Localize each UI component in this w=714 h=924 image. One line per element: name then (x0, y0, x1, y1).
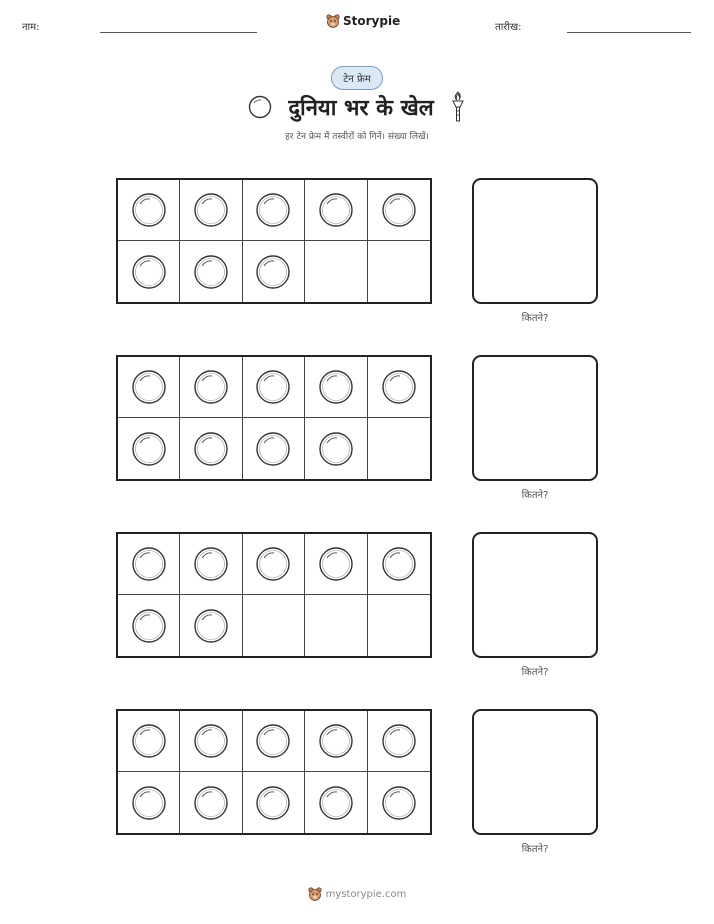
ball-icon (193, 431, 229, 467)
ball-icon (193, 192, 229, 228)
ball-icon (131, 431, 167, 467)
brand-name: Storypie (343, 14, 401, 28)
ten-frame (116, 355, 432, 481)
ball-icon (381, 192, 417, 228)
ball-icon (193, 785, 229, 821)
frame-cell (243, 418, 305, 479)
frame-cell (243, 772, 305, 833)
frame-cell (180, 180, 242, 241)
bear-logo-icon (326, 13, 340, 29)
ball-icon (131, 192, 167, 228)
ten-frame (116, 709, 432, 835)
frame-cell (180, 418, 242, 479)
frame-cell (305, 357, 367, 418)
frame-cell (368, 772, 430, 833)
ball-icon (131, 369, 167, 405)
frame-cell (305, 711, 367, 772)
frame-cell (305, 241, 367, 302)
answer-box[interactable] (472, 178, 598, 304)
frame-cell (118, 357, 180, 418)
frame-cell (305, 180, 367, 241)
frame-cell (118, 711, 180, 772)
ball-icon (193, 546, 229, 582)
ball-icon (255, 431, 291, 467)
answer-label: कितने? (521, 667, 549, 678)
name-line[interactable] (100, 32, 257, 33)
frame-cell (180, 534, 242, 595)
frame-cell (368, 711, 430, 772)
ball-icon (381, 546, 417, 582)
ball-icon (131, 608, 167, 644)
frame-cell (118, 534, 180, 595)
ball-icon (131, 546, 167, 582)
ball-icon (255, 546, 291, 582)
frame-cell (118, 180, 180, 241)
instructions: हर टेन फ्रेम में तस्वीरों को गिनें। संख्या लिखें। (285, 132, 429, 142)
frame-cell (368, 180, 430, 241)
answer-box[interactable] (472, 709, 598, 835)
frame-cell (368, 534, 430, 595)
frame-cell (180, 357, 242, 418)
ten-frame (116, 532, 432, 658)
frame-cell (118, 595, 180, 656)
frame-cell (305, 418, 367, 479)
frame-cell (305, 595, 367, 656)
frame-cell (243, 711, 305, 772)
ball-icon (193, 369, 229, 405)
frame-cell (305, 534, 367, 595)
frame-cell (180, 711, 242, 772)
ball-icon (131, 254, 167, 290)
ball-icon (255, 723, 291, 759)
ten-frame (116, 178, 432, 304)
ball-icon (318, 546, 354, 582)
bear-logo-icon (308, 886, 322, 902)
ball-icon (193, 254, 229, 290)
page-title: दुनिया भर के खेल (288, 96, 434, 121)
frame-cell (243, 595, 305, 656)
frame-cell (118, 418, 180, 479)
ball-icon (318, 431, 354, 467)
date-line[interactable] (567, 32, 691, 33)
frame-cell (180, 595, 242, 656)
frame-cell (180, 241, 242, 302)
date-label: तारीख: (495, 22, 522, 33)
ball-icon (318, 369, 354, 405)
name-label: नाम: (22, 22, 40, 33)
footer-url: mystorypie.com (325, 888, 407, 900)
answer-box[interactable] (472, 532, 598, 658)
ball-icon (255, 785, 291, 821)
frame-cell (305, 772, 367, 833)
topic-tag: टेन फ्रेम (331, 66, 383, 90)
ball-icon (193, 723, 229, 759)
answer-label: कितने? (521, 490, 549, 501)
ball-icon (193, 608, 229, 644)
title-row (0, 90, 714, 124)
answer-label: कितने? (521, 844, 549, 855)
ball-icon (255, 192, 291, 228)
answer-box[interactable] (472, 355, 598, 481)
frame-cell (118, 772, 180, 833)
ball-icon (255, 254, 291, 290)
ball-icon (131, 723, 167, 759)
frame-cell (243, 534, 305, 595)
brand-logo (326, 13, 400, 29)
frame-cell (243, 357, 305, 418)
frame-cell (368, 357, 430, 418)
frame-cell (368, 418, 430, 479)
ball-icon (381, 785, 417, 821)
answer-label: कितने? (521, 313, 549, 324)
ball-icon (381, 723, 417, 759)
ball-icon (131, 785, 167, 821)
torch-icon (450, 90, 466, 124)
frame-cell (368, 241, 430, 302)
frame-cell (243, 180, 305, 241)
ball-icon (248, 95, 272, 119)
frame-cell (243, 241, 305, 302)
frame-cell (368, 595, 430, 656)
frame-cell (180, 772, 242, 833)
ball-icon (255, 369, 291, 405)
ball-icon (318, 785, 354, 821)
ball-icon (318, 723, 354, 759)
ball-icon (381, 369, 417, 405)
ball-icon (318, 192, 354, 228)
frame-cell (118, 241, 180, 302)
footer (0, 886, 714, 902)
